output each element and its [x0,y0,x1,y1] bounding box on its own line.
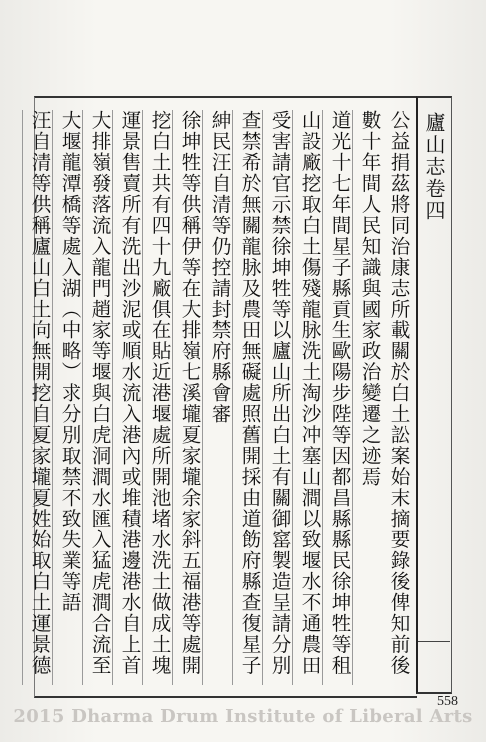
text-column-5: 受害請官示禁徐坤牲等以廬山所出白土有關御窰製造呈請分別 [262,110,295,685]
page-header-column [416,96,452,694]
text-column-8: 徐坤牲等供稱伊等在大排嶺七溪壠夏家壠余家斜五福港等處開 [172,110,205,685]
text-column-11: 大排嶺發落流入龍門趙家等堰與白虎洞澗水匯入猛虎澗合流至 [82,110,115,685]
text-column-10: 運景售賣所有洗出沙泥或順水流入港內或堆積港邊港水自上首 [112,110,145,685]
text-column-6: 查禁希於無關龍脉及農田無礙處照舊開採由道飭府縣查復星子 [232,110,265,685]
text-column-4: 山設廠挖取白土傷殘龍脉洗土淘沙冲塞山澗以致堰水不通農田 [292,110,325,685]
text-column-13: 汪自清等供稱廬山白土向無開挖自夏家壠夏姓始取白土運景德 [22,110,55,685]
text-column-9: 挖白土共有四十九廠俱在貼近港堰處所開池堵水洗土做成土塊 [142,110,175,685]
text-column-1: 公益捐茲將同治康志所載關於白土訟案始末摘要錄後俾知前後 [387,110,410,676]
text-column-7: 紳民汪自清等仍控請封禁府縣會審 [202,110,235,685]
watermark-text: 2015 Dharma Drum Institute of Liberal Arts [13,706,473,727]
text-column-3: 道光十七年間星子縣貢生歐陽步陛等因都昌縣縣民徐坤牲等租 [322,110,355,685]
header-divider [418,641,450,682]
text-column-12: 大堰龍潭橋等處入湖（中略）求分別取禁不致失業等語 [52,110,85,685]
page-header-title: 廬山志卷四 [422,112,446,222]
page-number: 558 [437,694,458,709]
text-column-2: 數十年間人民知識與國家政治變遷之迹焉 [352,110,385,685]
